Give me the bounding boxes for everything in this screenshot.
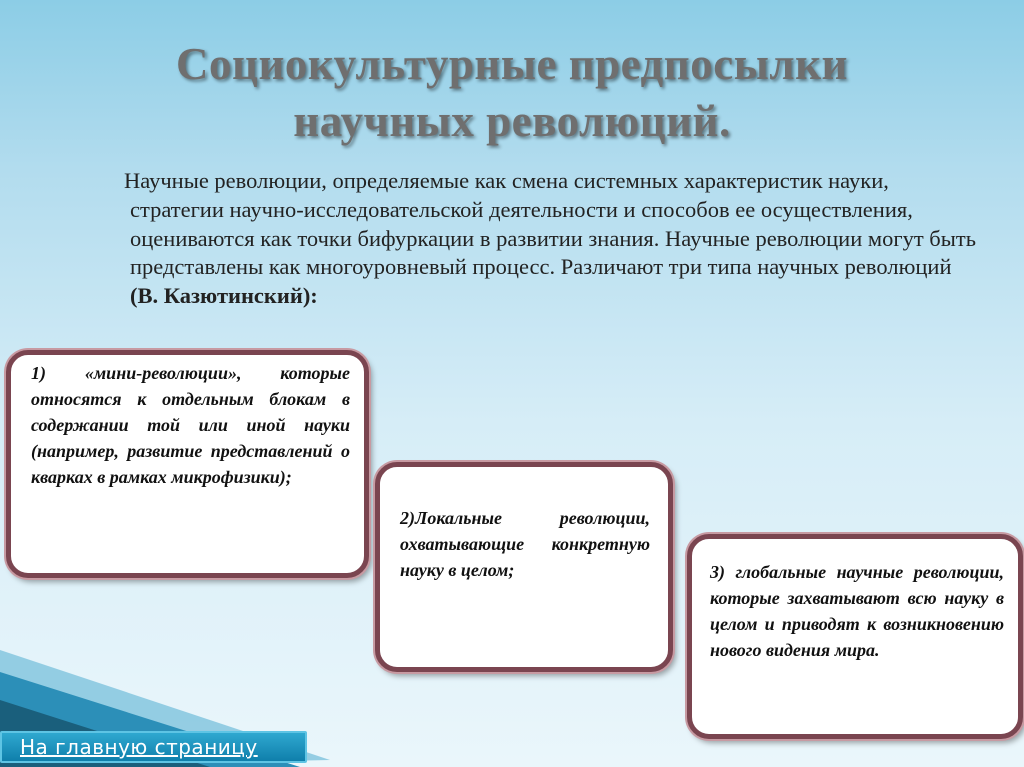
card-local-revolutions bbox=[375, 462, 673, 672]
intro-author: (В. Казютинский): bbox=[130, 283, 318, 309]
card-text: 1) «мини-революции», которые относятся к отдельным блокам в содержании той или иной науки (например, развитие представлений о кварках в рамках микрофизики); bbox=[31, 363, 350, 487]
card-mini-revolutions bbox=[6, 350, 369, 578]
card-text: 3) глобальные научные революции, которые захватывают всю науку в целом и приводят к возникновению нового видения мира. bbox=[710, 562, 1004, 660]
home-page-link[interactable]: На главную страницу bbox=[0, 731, 307, 763]
card-text: 2)Локальные революции, охватывающие конкретную науку в целом; bbox=[400, 508, 650, 580]
title-line-1: Социокультурные предпосылки bbox=[176, 39, 848, 89]
intro-text: Научные революции, определяемые как смена системных характеристик науки, стратегии научно-исследовательской деятельности и способов ее осуществления, оцениваются как точки бифуркации в развитии знания. Научные революции могут быть представлены как многоуровневый процесс. Различают три типа научных революций bbox=[124, 168, 976, 280]
title-line-2: научных революций. bbox=[293, 96, 731, 146]
slide-title bbox=[0, 36, 1024, 150]
intro-paragraph bbox=[124, 167, 980, 311]
card-global-revolutions bbox=[687, 534, 1023, 739]
